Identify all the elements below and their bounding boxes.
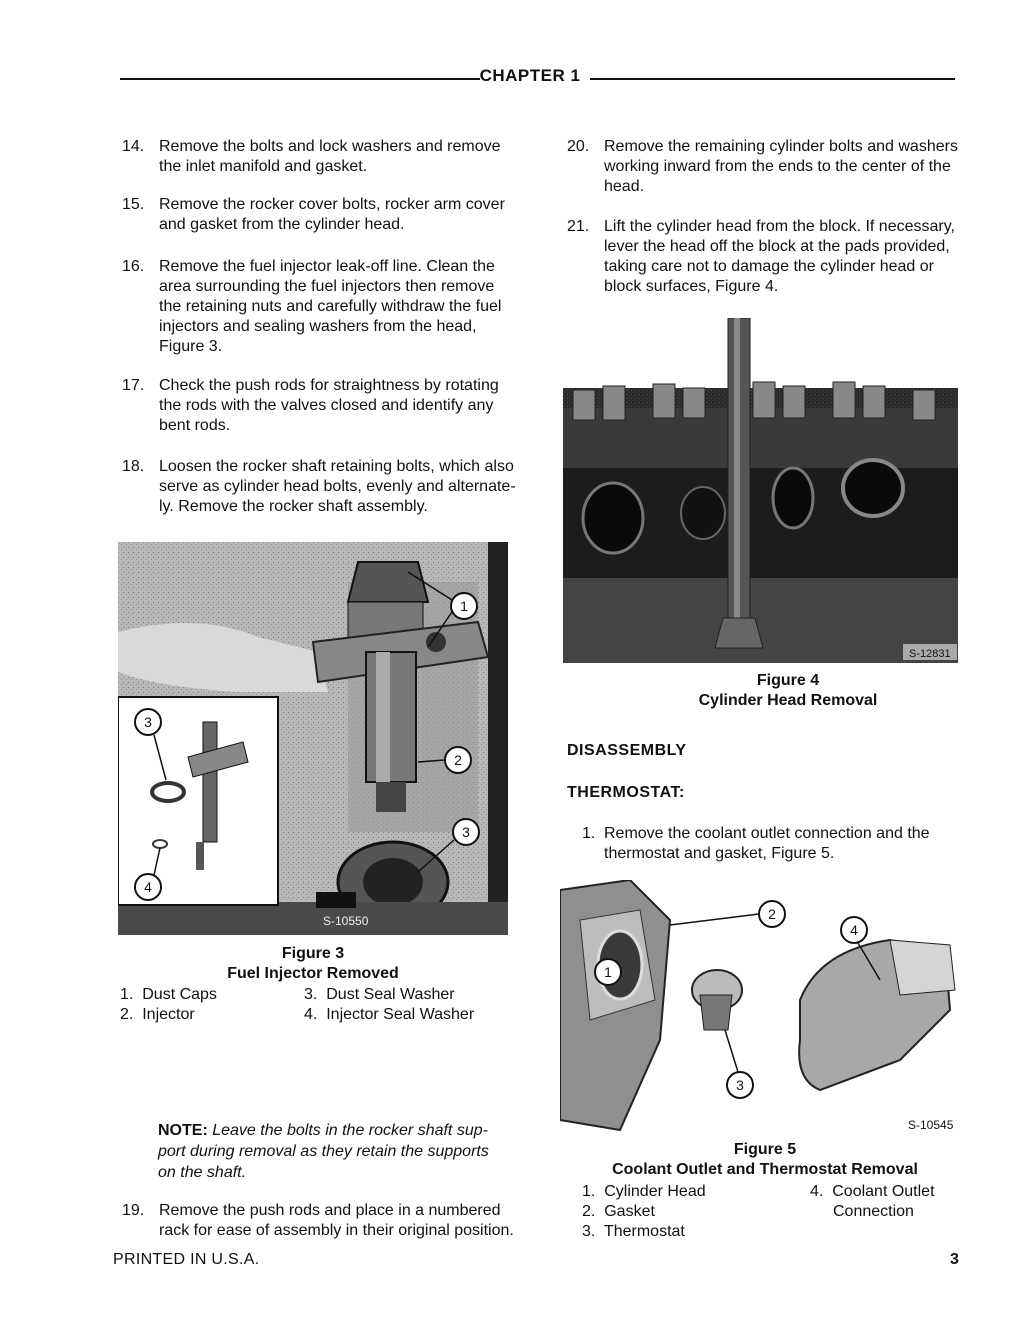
step-line: working inward from the ends to the center of the bbox=[604, 158, 951, 175]
legend-label: Gasket bbox=[604, 1203, 655, 1220]
coolant-outlet-photo-illustration bbox=[560, 880, 965, 1135]
step-text bbox=[159, 1201, 514, 1241]
legend-label: Injector Seal Washer bbox=[326, 1006, 475, 1023]
callout-label: 2 bbox=[454, 752, 462, 768]
step-text bbox=[159, 257, 501, 357]
figure3-subtitle: Fuel Injector Removed bbox=[227, 965, 399, 982]
step-line: block surfaces, Figure 4. bbox=[604, 278, 779, 295]
legend-item bbox=[582, 1182, 706, 1202]
cylinder-head-photo-illustration bbox=[563, 318, 958, 663]
legend-item bbox=[120, 1005, 195, 1025]
step-line: Figure 3. bbox=[159, 338, 223, 355]
legend-item bbox=[120, 985, 217, 1005]
step-line: thermostat and gasket, Figure 5. bbox=[604, 845, 835, 862]
step-line: head. bbox=[604, 178, 645, 195]
chapter-title: CHAPTER 1 bbox=[479, 66, 581, 85]
callout-label: 4 bbox=[144, 879, 152, 895]
step-line: Remove the fuel injector leak-off line. Clean the bbox=[159, 258, 495, 275]
figure5-legend bbox=[582, 1182, 982, 1246]
step-line: Remove the coolant outlet connection and the bbox=[604, 825, 930, 842]
step-line: area surrounding the fuel injectors then remove bbox=[159, 278, 495, 295]
legend-number: 3. bbox=[582, 1223, 596, 1240]
legend-item bbox=[582, 1202, 655, 1222]
disassembly-heading: DISASSEMBLY bbox=[567, 742, 687, 759]
step-number: 20. bbox=[567, 138, 590, 155]
legend-number: 3. bbox=[304, 986, 318, 1003]
legend-label: Dust Caps bbox=[142, 986, 217, 1003]
thermostat-subheading: THERMOSTAT: bbox=[567, 784, 685, 801]
figure4-code: S-12831 bbox=[909, 648, 951, 660]
step-line: Remove the rocker cover bolts, rocker arm cover bbox=[159, 196, 505, 213]
step-line: the rods with the valves closed and identify any bbox=[159, 397, 494, 414]
step-number: 21. bbox=[567, 218, 590, 235]
step-line: lever the head off the block at the pads provided, bbox=[604, 238, 950, 255]
step-line: serve as cylinder head bolts, evenly and alternate- bbox=[159, 478, 516, 495]
figure5-title: Figure 5 bbox=[733, 1141, 797, 1158]
step-text bbox=[159, 137, 501, 177]
callout-label: 1 bbox=[604, 964, 612, 980]
figure4-photo bbox=[563, 318, 958, 663]
legend-item bbox=[833, 1202, 914, 1222]
figure3-title: Figure 3 bbox=[281, 945, 345, 962]
step-text bbox=[159, 376, 499, 436]
figure4-title: Figure 4 bbox=[756, 672, 820, 689]
step-15 bbox=[122, 195, 522, 239]
figure3-photo bbox=[118, 542, 508, 935]
callout-label: 3 bbox=[736, 1077, 744, 1093]
callout-label: 4 bbox=[850, 922, 858, 938]
step-number: 16. bbox=[122, 258, 145, 275]
step-text bbox=[159, 457, 516, 517]
step-number: 17. bbox=[122, 377, 145, 394]
callout-label: 3 bbox=[144, 714, 152, 730]
step-16 bbox=[122, 257, 522, 362]
legend-label: Injector bbox=[142, 1006, 195, 1023]
legend-number: 4. bbox=[304, 1006, 318, 1023]
step-line: Loosen the rocker shaft retaining bolts, which also bbox=[159, 458, 514, 475]
callout-label: 3 bbox=[462, 824, 470, 840]
legend-number: 1. bbox=[120, 986, 134, 1003]
figure5-photo bbox=[560, 880, 965, 1135]
figure5-subtitle: Coolant Outlet and Thermostat Removal bbox=[612, 1161, 918, 1178]
legend-label: Cylinder Head bbox=[604, 1183, 706, 1200]
step-line: Remove the bolts and lock washers and remove bbox=[159, 138, 501, 155]
step-number: 1. bbox=[582, 825, 596, 842]
step-17 bbox=[122, 376, 522, 440]
legend-number: 2. bbox=[582, 1203, 596, 1220]
step-line: Lift the cylinder head from the block. If necessary, bbox=[604, 218, 955, 235]
step-21 bbox=[567, 217, 967, 302]
note-line: port during removal as they retain the supports bbox=[158, 1143, 489, 1160]
step-line: ly. Remove the rocker shaft assembly. bbox=[159, 498, 428, 515]
step-18 bbox=[122, 457, 522, 521]
figure4-subtitle: Cylinder Head Removal bbox=[698, 692, 878, 709]
note-text: Leave the bolts in the rocker shaft sup- bbox=[212, 1122, 488, 1139]
step-14 bbox=[122, 137, 522, 181]
step-number: 15. bbox=[122, 196, 145, 213]
header-rule-right bbox=[590, 78, 955, 80]
step-20 bbox=[567, 137, 967, 201]
legend-label: Dust Seal Washer bbox=[326, 986, 455, 1003]
legend-number: 4. bbox=[810, 1183, 824, 1200]
step-line: Remove the remaining cylinder bolts and washers bbox=[604, 138, 958, 155]
header-rule-left bbox=[120, 78, 480, 80]
step-number: 19. bbox=[122, 1202, 145, 1219]
step-line: the inlet manifold and gasket. bbox=[159, 158, 368, 175]
figure3-legend bbox=[120, 985, 520, 1029]
legend-item bbox=[304, 985, 455, 1005]
note-label: NOTE: bbox=[158, 1122, 208, 1139]
page-number: 3 bbox=[950, 1251, 959, 1268]
step-line: the retaining nuts and carefully withdraw the fuel bbox=[159, 298, 502, 315]
step-line: injectors and sealing washers from the head, bbox=[159, 318, 477, 335]
step-text bbox=[159, 195, 505, 235]
step-line: bent rods. bbox=[159, 417, 231, 434]
step-text bbox=[604, 217, 955, 297]
note-block bbox=[158, 1120, 528, 1186]
step-text bbox=[604, 137, 958, 197]
figure5-code: S-10545 bbox=[908, 1118, 954, 1132]
note-line bbox=[158, 1120, 528, 1141]
legend-label: Connection bbox=[833, 1203, 914, 1220]
printed-footer: PRINTED IN U.S.A. bbox=[113, 1251, 260, 1268]
legend-item bbox=[810, 1182, 935, 1202]
legend-number: 1. bbox=[582, 1183, 596, 1200]
step-line: Remove the push rods and place in a numbered bbox=[159, 1202, 501, 1219]
step-text bbox=[604, 824, 930, 864]
thermostat-step-1 bbox=[582, 824, 982, 868]
figure3-code: S-10550 bbox=[323, 914, 369, 928]
step-19 bbox=[122, 1201, 532, 1245]
legend-number: 2. bbox=[120, 1006, 134, 1023]
legend-label: Thermostat bbox=[603, 1223, 685, 1240]
legend-label: Coolant Outlet bbox=[832, 1183, 935, 1200]
callout-label: 1 bbox=[460, 598, 468, 614]
step-number: 14. bbox=[122, 138, 145, 155]
legend-item bbox=[582, 1222, 685, 1242]
callout-label: 2 bbox=[768, 906, 776, 922]
note-line: on the shaft. bbox=[158, 1164, 247, 1181]
step-number: 18. bbox=[122, 458, 145, 475]
step-line: rack for ease of assembly in their original position. bbox=[159, 1222, 514, 1239]
legend-item bbox=[304, 1005, 474, 1025]
fuel-injector-photo-illustration bbox=[118, 542, 508, 935]
step-line: taking care not to damage the cylinder head or bbox=[604, 258, 934, 275]
step-line: and gasket from the cylinder head. bbox=[159, 216, 405, 233]
step-line: Check the push rods for straightness by rotating bbox=[159, 377, 499, 394]
